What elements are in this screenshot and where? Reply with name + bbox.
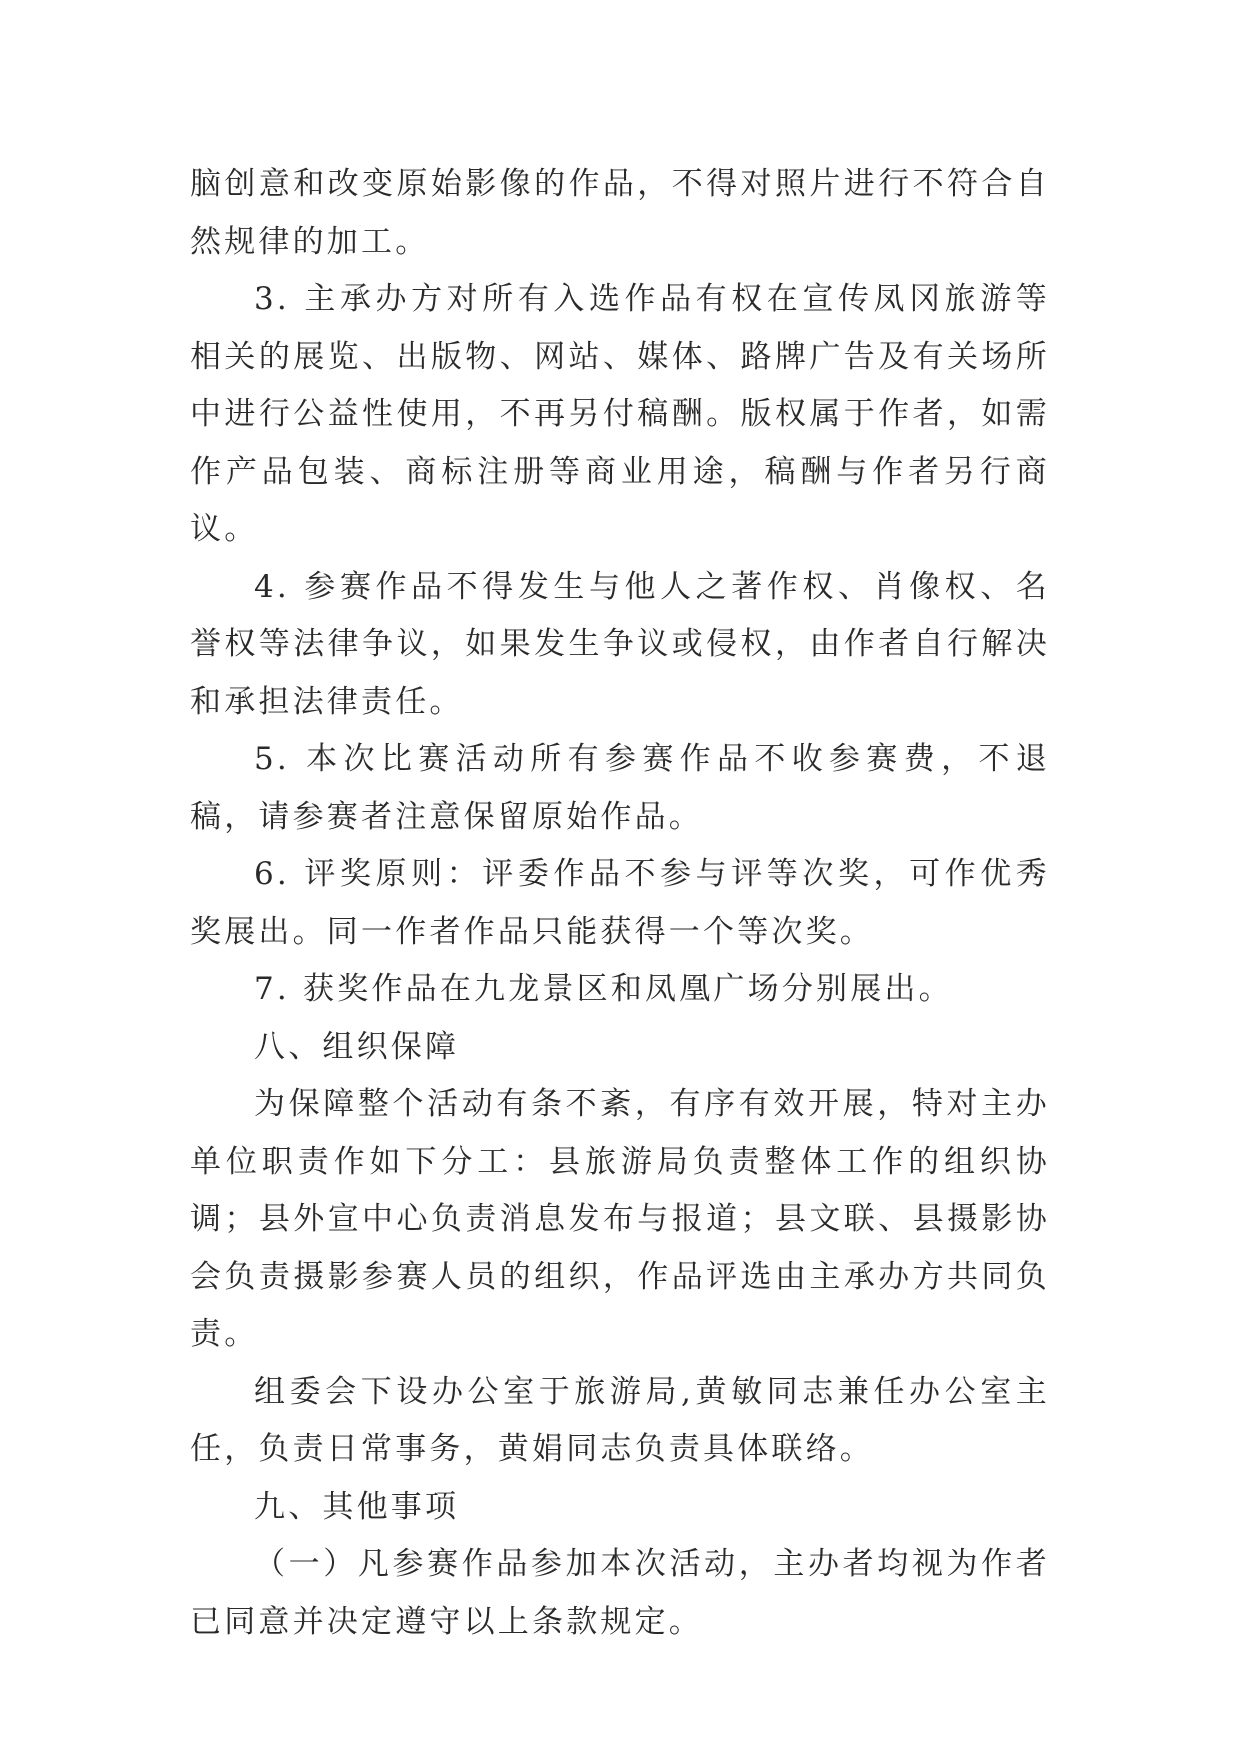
paragraph-item-7: 7. 获奖作品在九龙景区和凤凰广场分别展出。: [254, 971, 953, 1007]
paragraph-item-4: 4. 参赛作品不得发生与他人之著作权、肖像权、名誉权等法律争议，如果发生争议或侵权，由作者自行解决和承担法律责任。: [190, 568, 1050, 720]
section-heading-other-matters: 九、其他事项: [254, 1488, 460, 1525]
paragraph-other-item-1: （一）凡参赛作品参加本次活动，主办者均视为作者已同意并决定遵守以上条款规定。: [190, 1546, 1050, 1640]
paragraph-item-3: 3. 主承办方对所有入选作品有权在宣传凤冈旅游等相关的展览、出版物、网站、媒体、路牌广告及有关场所中进行公益性使用，不再另付稿酬。版权属于作者，如需作产品包装、商标注册等商业用途，稿酬与作者另行商议。: [190, 281, 1050, 547]
document-body: [190, 156, 1050, 1651]
paragraph-item-6: 6. 评奖原则：评委作品不参与评等次奖，可作优秀奖展出。同一作者作品只能获得一个等次奖。: [190, 856, 1050, 950]
paragraph-item-5: 5. 本次比赛活动所有参赛作品不收参赛费，不退稿，请参赛者注意保留原始作品。: [190, 741, 1050, 835]
paragraph-organization-duties: 为保障整个活动有条不紊，有序有效开展，特对主办单位职责作如下分工：县旅游局负责整体工作的组织协调；县外宣中心负责消息发布与报道；县文联、县摄影协会负责摄影参赛人员的组织，作品评选由主承办方共同负责。: [190, 1086, 1050, 1352]
paragraph-committee-office: 组委会下设办公室于旅游局,黄敏同志兼任办公室主任，负责日常事务，黄娟同志负责具体联络。: [190, 1373, 1050, 1467]
section-heading-organization: 八、组织保障: [254, 1028, 460, 1065]
paragraph-continuation: 脑创意和改变原始影像的作品，不得对照片进行不符合自然规律的加工。: [190, 166, 1050, 260]
